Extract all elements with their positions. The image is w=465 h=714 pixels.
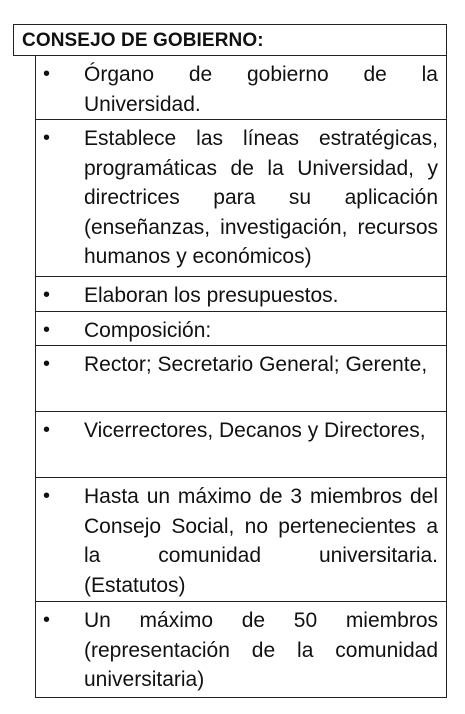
bullet-icon: •: [43, 319, 51, 341]
list-item: [35, 478, 447, 602]
bullet-icon: •: [43, 419, 51, 441]
list-item-text: Un máximo de 50 miembros (representación de la comunidad universitaria): [84, 609, 438, 691]
table-header: [13, 24, 447, 56]
list-item-text: Vicerrectores, Decanos y Directores,: [84, 419, 426, 442]
bullet-icon: •: [43, 609, 51, 631]
list-item: [35, 120, 447, 277]
list-item: [35, 412, 447, 478]
list-item: [35, 602, 447, 698]
bullet-icon: •: [43, 485, 51, 507]
bullet-icon: •: [43, 63, 51, 85]
table-title: CONSEJO DE GOBIERNO:: [22, 30, 264, 51]
list-item: [35, 56, 447, 120]
list-item-text: Rector; Secretario General; Gerente,: [84, 353, 428, 376]
bullet-icon: •: [43, 127, 51, 149]
list-item: [35, 312, 447, 346]
bullet-list: [35, 56, 447, 698]
list-item: [35, 346, 447, 412]
bullet-icon: •: [43, 284, 51, 306]
consejo-gobierno-table: [13, 24, 447, 698]
list-item-text: Hasta un máximo de 3 miembros del Consejo Social, no pertenecientes a la comunidad universitaria. (Estatutos): [84, 485, 438, 597]
list-item-text: Composición:: [84, 319, 212, 342]
list-item-text: Órgano de gobierno de la Universidad.: [84, 63, 438, 116]
list-item-text: Elaboran los presupuestos.: [84, 284, 339, 307]
bullet-icon: •: [43, 353, 51, 375]
list-item-text: Establece las líneas estratégicas, programáticas de la Universidad, y directrices para su aplicación (enseñanzas, investigación, recursos humanos y económicos): [84, 127, 438, 268]
list-item: [35, 277, 447, 312]
